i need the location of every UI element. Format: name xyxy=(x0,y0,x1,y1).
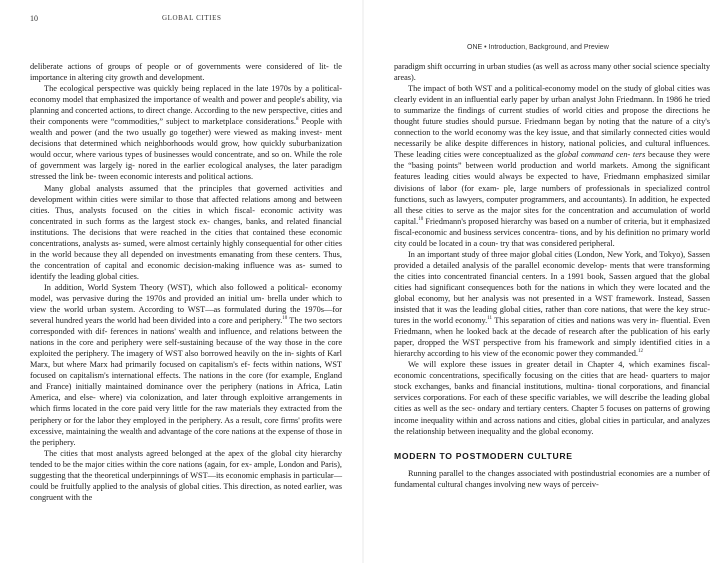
running-head-right: ONE • Introduction, Background, and Preview xyxy=(467,44,609,51)
right-page xyxy=(364,0,728,563)
text-run: The cities that most analysts agreed belonged at the apex of the global city hierarchy tended to be the major cities within the core nations (again, for ex- ample, London and Paris), suggesting that the theoretical underpinnings of WST—its economic emphasis in particular—could be fruitfully applied to the analysis of global cities. This direction, as noted earlier, was congruent with the xyxy=(30,448,342,502)
text-run: Friedmann's proposed hierarchy was based on a number of criteria, but it emphasized fiscal-economic and business services concentra- tions, and by his definition no primary world city could be located in a coun- try that was considered peripheral. xyxy=(394,216,710,248)
text-run: paradigm shift occurring in urban studies (as well as across many other social science specialty areas). xyxy=(394,62,710,83)
paragraph xyxy=(394,83,710,249)
text-run: Running parallel to the changes associated with postindustrial economies are a number of fundamental cultural changes involving new ways of perceiv- xyxy=(394,468,710,489)
paragraph xyxy=(394,249,710,359)
paragraph xyxy=(30,282,342,448)
page-number: 10 xyxy=(30,14,38,23)
text-run: The ecological perspective was quickly being replaced in the late 1970s by a political-economy model that emphasized the importance of wealth and power and people's ability, via planning and concerted actions, to direct change. According to the new perspective, cities and their components were “commodities,” subject to marketplace considerations. xyxy=(30,84,342,127)
paragraph xyxy=(30,448,342,503)
text-run: Many global analysts assumed that the principles that governed activities and development within cities were similar to those that affected relations among and between cities. Thus, analysts focused on the cities in which fiscal- economic activity was concentrated in such forms as the largest stock ex- changes, banks, and related financial institutions. The decisions that were reached in the cities that contained these economic concentrations, analysts as- sumed, were almost certainly highly consequential for other cities in the world because they all depended on investments emanating from these centers. Thus, the concentration of capital and economic decision-making influence was as- sumed to identify the leading global cities. xyxy=(30,183,342,281)
emphasized-term: global command cen- ters xyxy=(557,150,646,160)
footnote-ref: 11 xyxy=(487,316,493,322)
text-run: People with wealth and power (and the two usually go together) were viewed as making invest- ment decisions that determined which neighborhoods would grow, how quickly suburbanization would occur, where various types of businesses would concentrate, and so on. While the role of government was largely ig- nored in the earlier ecological analyses, the later paradigm stressed the link be- tween economic interests and political actions. xyxy=(30,117,342,182)
text-run: In addition, World System Theory (WST), which also followed a political- economy model, was pervasive during the 1970s and provided an initial um- brella under which to view the world urban system. According to WST—as formulated during the 1970s—for several hundred years the world had been divided into a core and periphery. xyxy=(30,282,342,326)
footnote-ref: 12 xyxy=(637,349,643,355)
paragraph xyxy=(30,183,342,282)
paragraph xyxy=(394,359,710,436)
paragraph xyxy=(30,83,342,182)
running-head: GLOBAL CITIES xyxy=(162,14,222,22)
section-heading: MODERN TO POSTMODERN CULTURE xyxy=(394,450,573,461)
footnote-ref: 10 xyxy=(282,316,288,322)
footnote-ref: 8 xyxy=(295,117,299,123)
text-run: because they were the “basing points” between world production and world markets. Among the significant features leading cities would always be expected to have, Friedmann emphasized similar divisions of labor (for exam- ple, large numbers of professionals in specialized control functions, such as lawyers, computer programmers, and accountants). In addition, he expected all these cities to serve as the major sites for the concentration and accumulation of world capital. xyxy=(394,150,710,226)
paragraph xyxy=(394,468,710,490)
right-body-text xyxy=(394,61,710,490)
text-run: In an important study of three major global cities (London, New York, and Tokyo), Sassen provided a detailed analysis of the parallel economic develop- ments that were transforming the cities into concentrated financial centers. In a 1991 book, Sassen argued that the global cities had significant consequences both for the nations in which they were located and the global economy, but her analysis was not presented in a WST framework. Instead, Sassen insisted that it was the leading global cities, rather than core nations, that were the key struc- tures in the world economy. xyxy=(394,249,710,326)
text-run: We will explore these issues in greater detail in Chapter 4, which examines fiscal-economic concentrations, specifically focusing on the cities that are head- quarters to major stock exchanges, banks and financial institutions, multina- tional corporations, and financial services corporations. For each of these specific variables, we will describe the leading global cities as well as the sec- ondary and tertiary centers. Chapter 5 focuses on patterns of growing income inequality within and across nations and cities, global cities in particular, and analyzes the relationship between inequality and the global economy. xyxy=(394,360,710,436)
text-run: The two sectors corresponded with dif- ferences in nations' wealth and influence, and relations between the nations in the core and periphery were self-sustaining because of the way those in the core exploited the periphery. The imagery of WST also borrowed heavily on the in- sights of Karl Marx, but where Marx had primarily focused on capitalism's ef- fects within nations, WST focused on capitalism's international effects. The nations in the core (for example, England and France) initially maintained dominance over the periphery (nations in Africa, Latin America, and else- where) via colonization, and later through exploitive arrangements in which firms located in the core paid very little for the raw materials they extracted from the periphery or for the labor they employed in the periphery. As a result, core firms' profits were excessive, maintaining the wealth and advantage of the core nations at the expense of those in the periphery. xyxy=(30,316,342,447)
paragraph xyxy=(30,61,342,83)
text-run: deliberate actions of groups of people or of governments were considered of lit- tle importance in altering city growth and development. xyxy=(30,62,342,83)
paragraph xyxy=(394,61,710,83)
text-run: This separation of cities and nations was very in- fluential. Even Friedmann, when he looked back at the decade of research after the publication of his early paper, dropped the WST perspective from his framework and simply identified cities in a hierarchy according to his view of the economic power they commanded. xyxy=(394,316,710,359)
left-body-text xyxy=(30,61,342,503)
left-page xyxy=(0,0,362,563)
footnote-ref: 10 xyxy=(418,216,424,222)
text-run: The impact of both WST and a political-economy model on the study of global cities was clearly evident in an influential early paper by urban analyst John Friedmann. In 1986 he tried to summarize the findings of current studies of world cities and propose the directions he thought future studies should pursue. Friedmann began by noting that the nature of a city's connection to the world economy was the key issue, and that similarly connected cities would necessarily be alike despite differences in history, national policies, and cultural influences. These leading cities were conceptualized as the xyxy=(394,84,710,160)
